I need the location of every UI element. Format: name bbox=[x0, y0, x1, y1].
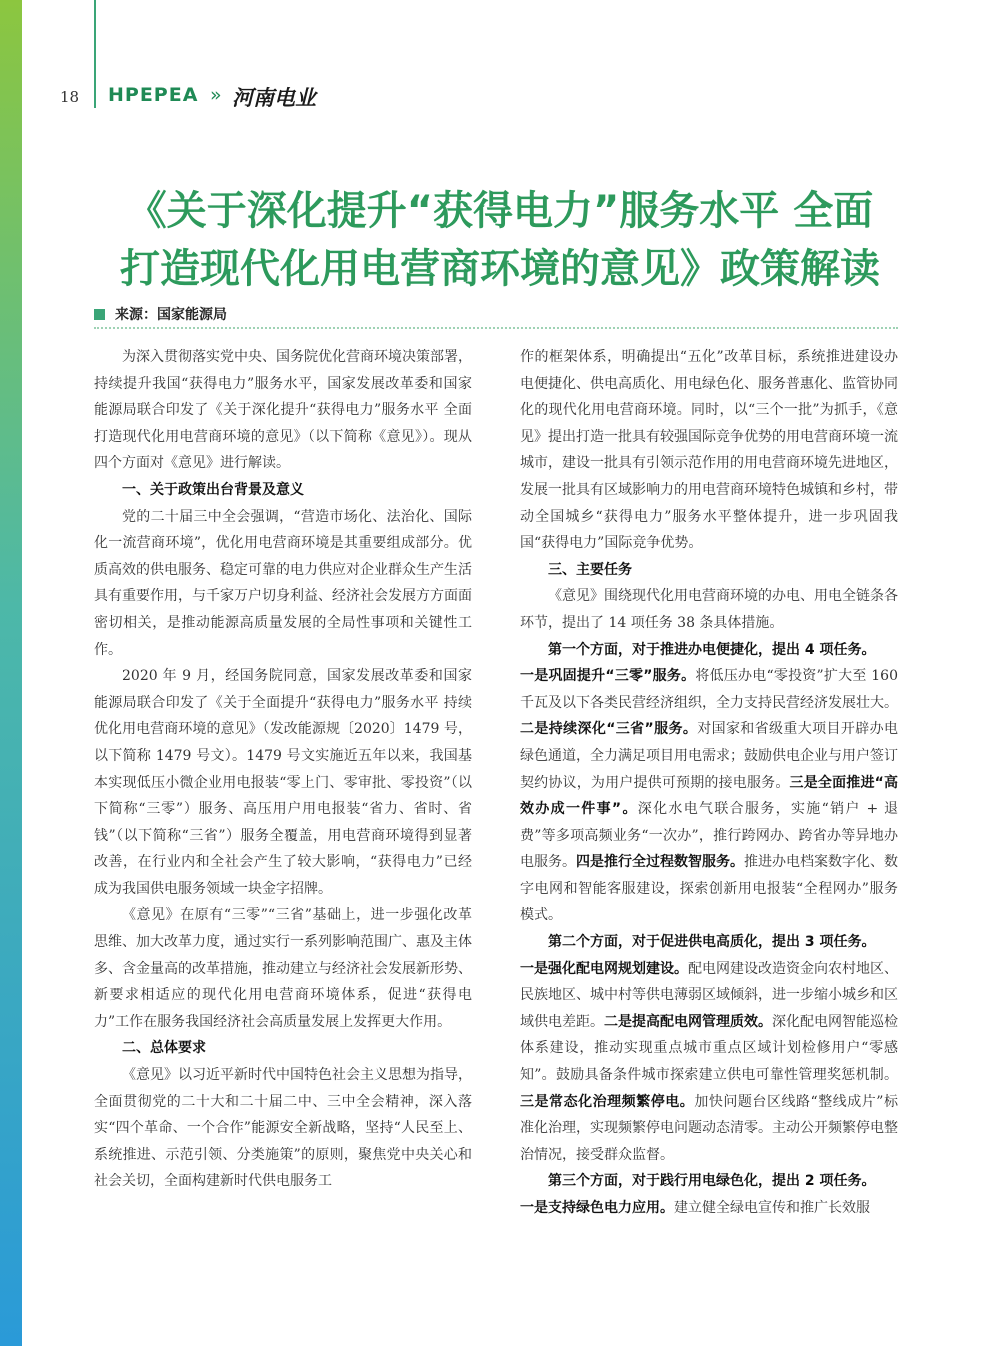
brand-logo-chinese: 河南电业 bbox=[232, 85, 316, 110]
paragraph: 《意见》以习近平新时代中国特色社会主义思想为指导，全面贯彻党的二十大和二十届二中、三中全会精神，深入落实“四个革命、一个合作”能源安全新战略，坚持“人民至上、系统推进、示范引领、分类施策”的原则，聚焦党中央关心和社会关切，全面构建新时代供电服务工 bbox=[94, 1067, 472, 1190]
paragraph: 2020 年 9 月，经国务院同意，国家发展改革委和国家能源局联合印发了《关于全面提升“获得电力”服务水平 持续优化用电营商环境的意见》（发改能源规〔2020〕1479 号，以下简称 1479 号文）。1479 号文实施近五年以来，我国基本实现低压小微企业用电报装“零上门、零审批、零投资”（以下简称“三零”）服务、高压用户用电报装“省力、省时、省钱”（以下简称“三省”）服务全覆盖，用电营商环境得到显著改善，在行业内和全社会产生了较大影响，“获得电力”已经成为我国供电服务领域一块金字招牌。 bbox=[94, 668, 472, 897]
page-number: 18 bbox=[60, 88, 80, 106]
emphasis: 二是提高配电网管理质效。 bbox=[604, 1013, 772, 1030]
right-column bbox=[520, 344, 898, 1222]
paragraph bbox=[520, 956, 898, 1169]
subsection-heading: 第一个方面，对于推进办电便捷化，提出 4 项任务。 bbox=[548, 641, 876, 658]
article-source-text: 来源：国家能源局 bbox=[115, 307, 227, 323]
article-title bbox=[60, 182, 940, 298]
text: 配电网建设改造资金向农村地区、民族地区、城中村等供电薄弱区域倾斜，进一步缩小城乡和区域供电差距。 bbox=[520, 960, 898, 1030]
paragraph: 作的框架体系，明确提出“五化”改革目标，系统推进建设办电便捷化、供电高质化、用电绿色化、服务普惠化、监管协同化的现代化用电营商环境。同时，以“三个一批”为抓手，《意见》提出打造一批具有较强国际竞争优势的用电营商环境一流城市，建设一批具有引领示范作用的用电营商环境先进地区，发展一批具有区域影响力的用电营商环境特色城镇和乡村，带动全国城乡“获得电力”服务水平整体提升，进一步巩固我国“获得电力”国际竞争优势。 bbox=[520, 349, 898, 552]
paragraph bbox=[520, 1195, 898, 1222]
side-color-bar bbox=[0, 0, 22, 1346]
square-bullet-icon bbox=[94, 309, 105, 320]
subsection-heading: 第二个方面，对于促进供电高质化，提出 3 项任务。 bbox=[548, 934, 876, 951]
article-title-line-2: 打造现代化用电营商环境的意见》政策解读 bbox=[120, 246, 880, 292]
text: 深化水电气联合服务，实施“销户 + 退费”等多项高频业务“一次办”，推行跨网办、跨省办等异地办电服务。 bbox=[520, 801, 898, 871]
emphasis: 四是推行全过程数智服务。 bbox=[576, 854, 744, 871]
emphasis: 三是全面推进“高效办成一件事”。 bbox=[520, 774, 899, 818]
emphasis: 三是常态化治理频繁停电。 bbox=[520, 1093, 695, 1110]
text: 对国家和省级重大项目开辟办电绿色通道，全力满足项目用电需求；鼓励供电企业与用户签订契约协议，为用户提供可预期的接电服务。 bbox=[520, 721, 898, 791]
text: 将低压办电“零投资”扩大至 160 千瓦及以下各类民营经济组织，全力支持民营经济发展壮大。 bbox=[520, 668, 898, 711]
emphasis: 一是支持绿色电力应用。 bbox=[520, 1200, 674, 1216]
section-heading: 三、主要任务 bbox=[548, 561, 632, 578]
article-source bbox=[94, 304, 227, 324]
section-heading: 二、总体要求 bbox=[122, 1040, 206, 1057]
text: 加快问题台区线路“整线成片”标准化治理，实现频繁停电问题动态清零。主动公开频繁停电整治情况，接受群众监督。 bbox=[520, 1093, 898, 1163]
emphasis: 二是持续深化“三省”服务。 bbox=[520, 721, 698, 738]
paragraph: 《意见》围绕现代化用电营商环境的办电、用电全链条各环节，提出了 14 项任务 38 条具体措施。 bbox=[520, 588, 898, 631]
paragraph: 《意见》在原有“三零”“三省”基础上，进一步强化改革思维、加大改革力度，通过实行一系列影响范围广、惠及主体多、含金量高的改革措施，推动建立与经济社会发展新形势、新要求相适应的现代化用电营商环境体系，促进“获得电力”工作在服务我国经济社会高质量发展上发挥更大作用。 bbox=[94, 907, 472, 1030]
section-heading: 一、关于政策出台背景及意义 bbox=[122, 481, 304, 498]
emphasis: 一是强化配电网规划建设。 bbox=[520, 960, 688, 977]
subsection-heading: 第三个方面，对于践行用电绿色化，提出 2 项任务。 bbox=[548, 1173, 876, 1190]
emphasis: 一是巩固提升“三零”服务。 bbox=[520, 668, 696, 685]
text: 建立健全绿电宣传和推广长效服 bbox=[674, 1200, 870, 1216]
paragraph: 为深入贯彻落实党中央、国务院优化营商环境决策部署，持续提升我国“获得电力”服务水平，国家发展改革委和国家能源局联合印发了《关于深化提升“获得电力”服务水平 全面打造现代化用电营商环境的意见》（以下简称《意见》）。现从四个方面对《意见》进行解读。 bbox=[94, 349, 472, 472]
text: 深化配电网智能巡检体系建设，推动实现重点城市重点区域计划检修用户“零感知”。鼓励具备条件城市探索建立供电可靠性管理奖惩机制。 bbox=[520, 1013, 898, 1084]
header-vertical-rule bbox=[94, 0, 96, 108]
brand-logo-latin: HPEPEA bbox=[108, 84, 199, 106]
article-title-line-1: 《关于深化提升“获得电力”服务水平 全面 bbox=[126, 188, 874, 234]
paragraph bbox=[520, 663, 898, 929]
text: 推进办电档案数字化、数字电网和智能客服建设，探索创新用电报装“全程网办”服务模式。 bbox=[520, 854, 898, 924]
brand-separator: » bbox=[210, 84, 222, 106]
paragraph: 党的二十届三中全会强调，“营造市场化、法治化、国际化一流营商环境”，优化用电营商环境是其重要组成部分。优质高效的供电服务、稳定可靠的电力供应对企业群众生产生活具有重要作用，与千家万户切身利益、经济社会发展方方面面密切相关，是推动能源高质量发展的全局性事项和关键性工作。 bbox=[94, 508, 472, 658]
dotted-divider bbox=[94, 327, 898, 329]
left-column bbox=[94, 344, 472, 1195]
